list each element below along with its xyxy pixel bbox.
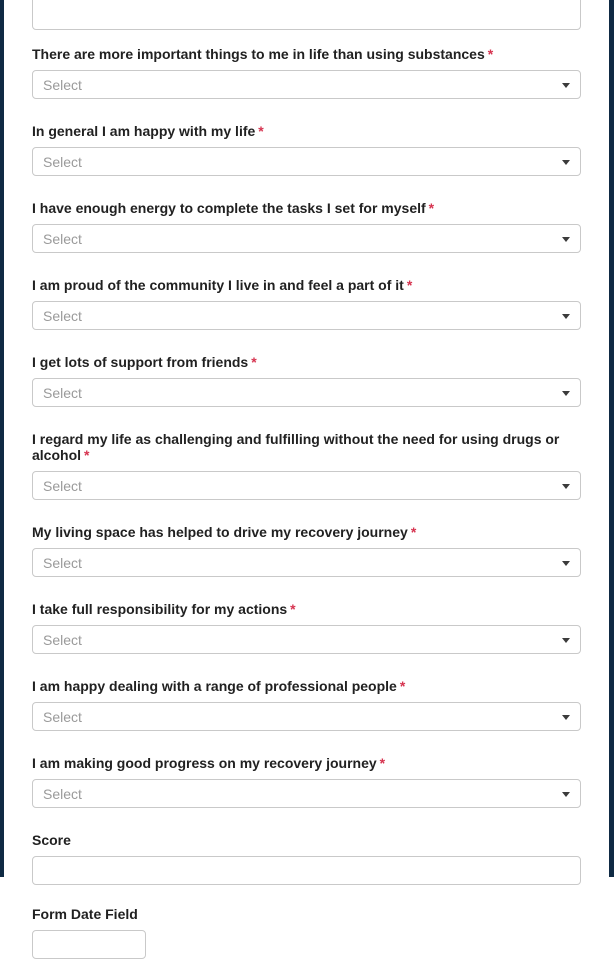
question-field-7 xyxy=(32,524,581,577)
question-field-2 xyxy=(32,123,581,176)
date-input[interactable] xyxy=(32,930,146,959)
question-text: I am happy dealing with a range of professional people xyxy=(32,678,397,694)
question-text: There are more important things to me in life than using substances xyxy=(32,46,485,62)
score-label: Score xyxy=(32,832,71,848)
select-dropdown[interactable] xyxy=(32,548,581,577)
question-text: I am making good progress on my recovery journey xyxy=(32,755,377,771)
form-content xyxy=(32,0,581,959)
required-asterisk: * xyxy=(379,755,386,771)
select-placeholder: Select xyxy=(43,477,82,494)
select-placeholder: Select xyxy=(43,785,82,802)
select-placeholder: Select xyxy=(43,307,82,324)
question-text: I get lots of support from friends xyxy=(32,354,249,370)
select-dropdown[interactable] xyxy=(32,702,581,731)
chevron-down-icon xyxy=(562,314,570,319)
question-text: I am proud of the community I live in and feel a part of it xyxy=(32,277,404,293)
select-placeholder: Select xyxy=(43,384,82,401)
select-dropdown[interactable] xyxy=(32,147,581,176)
textarea-partial[interactable] xyxy=(32,0,581,30)
question-label xyxy=(32,277,581,293)
date-label: Form Date Field xyxy=(32,906,138,922)
question-field-3 xyxy=(32,200,581,253)
question-field-8 xyxy=(32,601,581,654)
select-dropdown[interactable] xyxy=(32,301,581,330)
required-asterisk: * xyxy=(487,46,494,62)
question-label xyxy=(32,431,581,463)
select-placeholder: Select xyxy=(43,76,82,93)
required-asterisk: * xyxy=(428,200,435,216)
date-field xyxy=(32,906,581,959)
required-asterisk: * xyxy=(399,678,406,694)
question-field-5 xyxy=(32,354,581,407)
question-text: I take full responsibility for my actions xyxy=(32,601,288,617)
question-field-1 xyxy=(32,46,581,99)
chevron-down-icon xyxy=(562,715,570,720)
question-text: I have enough energy to complete the tasks I set for myself xyxy=(32,200,426,216)
question-label xyxy=(32,678,581,694)
question-field-9 xyxy=(32,678,581,731)
question-label xyxy=(32,755,581,771)
question-field-10 xyxy=(32,755,581,808)
question-field-6 xyxy=(32,431,581,500)
question-text: I regard my life as challenging and fulfilling without the need for using drugs or alcohol xyxy=(32,431,560,463)
question-label xyxy=(32,46,581,62)
select-dropdown[interactable] xyxy=(32,378,581,407)
chevron-down-icon xyxy=(562,638,570,643)
chevron-down-icon xyxy=(562,484,570,489)
question-text: My living space has helped to drive my recovery journey xyxy=(32,524,408,540)
chevron-down-icon xyxy=(562,561,570,566)
question-label xyxy=(32,123,581,139)
required-asterisk: * xyxy=(406,277,413,293)
select-dropdown[interactable] xyxy=(32,224,581,253)
chevron-down-icon xyxy=(562,237,570,242)
select-dropdown[interactable] xyxy=(32,471,581,500)
chevron-down-icon xyxy=(562,83,570,88)
select-placeholder: Select xyxy=(43,230,82,247)
select-placeholder: Select xyxy=(43,708,82,725)
required-asterisk: * xyxy=(84,447,90,463)
select-dropdown[interactable] xyxy=(32,70,581,99)
chevron-down-icon xyxy=(562,391,570,396)
question-text: In general I am happy with my life xyxy=(32,123,256,139)
score-field xyxy=(32,832,581,885)
select-placeholder: Select xyxy=(43,554,82,571)
select-dropdown[interactable] xyxy=(32,625,581,654)
chevron-down-icon xyxy=(562,792,570,797)
select-dropdown[interactable] xyxy=(32,779,581,808)
chevron-down-icon xyxy=(562,160,570,165)
required-asterisk: * xyxy=(258,123,264,139)
select-placeholder: Select xyxy=(43,153,82,170)
score-input[interactable] xyxy=(32,856,581,885)
select-placeholder: Select xyxy=(43,631,82,648)
question-field-4 xyxy=(32,277,581,330)
question-label xyxy=(32,601,581,617)
question-label xyxy=(32,200,581,216)
required-asterisk: * xyxy=(251,354,257,370)
required-asterisk: * xyxy=(410,524,417,540)
required-asterisk: * xyxy=(290,601,296,617)
question-label xyxy=(32,354,581,370)
question-label xyxy=(32,524,581,540)
